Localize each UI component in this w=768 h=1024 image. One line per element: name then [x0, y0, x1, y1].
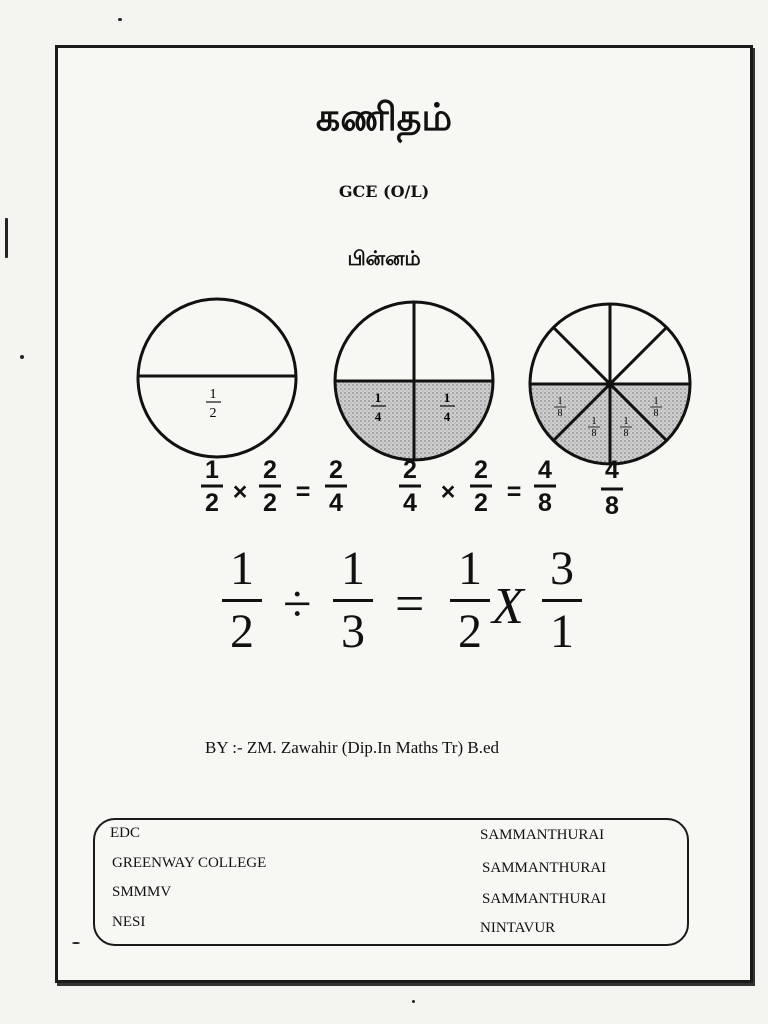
quarter-label-left-den: 4	[374, 409, 382, 424]
half-label-den: 2	[209, 406, 217, 421]
exam-subtitle: GCE (O/L)	[338, 182, 430, 201]
eq2-a-num: 2	[403, 456, 417, 484]
eq2-b-num: 2	[474, 456, 488, 484]
division-a-den: 2	[230, 605, 254, 658]
institution-place-2: SAMMANTHURAI	[482, 860, 607, 876]
divide-sign: ÷	[283, 576, 312, 633]
eighth-label-4-den: 8	[653, 408, 659, 419]
quarter-label-left-num: 1	[374, 390, 382, 405]
institution-place-3: SAMMANTHURAI	[482, 891, 607, 907]
scan-speck	[412, 1000, 415, 1003]
eighth-label-1-den: 8	[557, 408, 563, 419]
division-fraction-b	[333, 543, 373, 658]
division-equals-sign: =	[395, 576, 425, 633]
division-b-num: 1	[341, 542, 365, 595]
eq1-c-den: 4	[329, 489, 343, 517]
division-fraction-d	[542, 543, 582, 658]
division-d-den: 1	[550, 605, 574, 658]
division-c-den: 2	[458, 605, 482, 658]
eq1-c-num: 2	[329, 456, 343, 484]
eq2-times: ×	[440, 478, 456, 506]
half-circle	[138, 299, 296, 457]
eighth-label-1-num: 1	[557, 396, 563, 407]
half-label-num: 1	[209, 387, 217, 402]
multiply-x: X	[492, 578, 524, 635]
eq2-c-den: 8	[538, 489, 552, 517]
institution-name-3: SMMMV	[112, 884, 172, 900]
division-d-num: 3	[550, 542, 574, 595]
eq3-den: 8	[605, 492, 619, 520]
institution-name-1: EDC	[110, 825, 140, 841]
eq1-b-num: 2	[263, 456, 277, 484]
eq1-a-den: 2	[205, 489, 219, 517]
eighth-label-3-num: 1	[623, 416, 629, 427]
division-c-num: 1	[458, 542, 482, 595]
quarter-circle	[335, 302, 493, 460]
scan-speck	[118, 18, 122, 21]
quarter-label-right-num: 1	[443, 390, 451, 405]
quarter-label-right-den: 4	[443, 409, 451, 424]
scan-speck	[20, 355, 24, 359]
eighth-label-4-num: 1	[653, 396, 659, 407]
eq2-b-den: 2	[474, 489, 488, 517]
institution-place-1: SAMMANTHURAI	[480, 827, 605, 843]
eq1-equals: =	[295, 478, 311, 506]
eq1-times: ×	[232, 478, 248, 506]
eq1-b-den: 2	[263, 489, 277, 517]
scan-speck	[72, 942, 80, 944]
page-title: கணிதம்	[315, 95, 453, 139]
division-fraction-a	[222, 543, 262, 658]
eighth-label-2-num: 1	[591, 416, 597, 427]
institution-name-4: NESI	[112, 914, 146, 930]
institution-place-4: NINTAVUR	[480, 920, 556, 936]
eq2-c-num: 4	[538, 456, 552, 484]
division-b-den: 3	[341, 605, 365, 658]
division-fraction-c	[450, 543, 490, 658]
division-a-num: 1	[230, 542, 254, 595]
eighth-label-3-den: 8	[623, 428, 629, 439]
author-credit: BY :- ZM. Zawahir (Dip.In Maths Tr) B.ed	[205, 738, 500, 757]
eq3-num: 4	[605, 456, 619, 484]
topic-heading: பின்னம்	[347, 246, 421, 270]
eq2-a-den: 4	[403, 489, 417, 517]
scan-speck	[5, 218, 8, 258]
institution-name-2: GREENWAY COLLEGE	[112, 855, 267, 871]
eq1-a-num: 1	[205, 456, 219, 484]
eq2-equals: =	[506, 478, 522, 506]
eighth-circle	[530, 304, 690, 464]
eighth-label-2-den: 8	[591, 428, 597, 439]
